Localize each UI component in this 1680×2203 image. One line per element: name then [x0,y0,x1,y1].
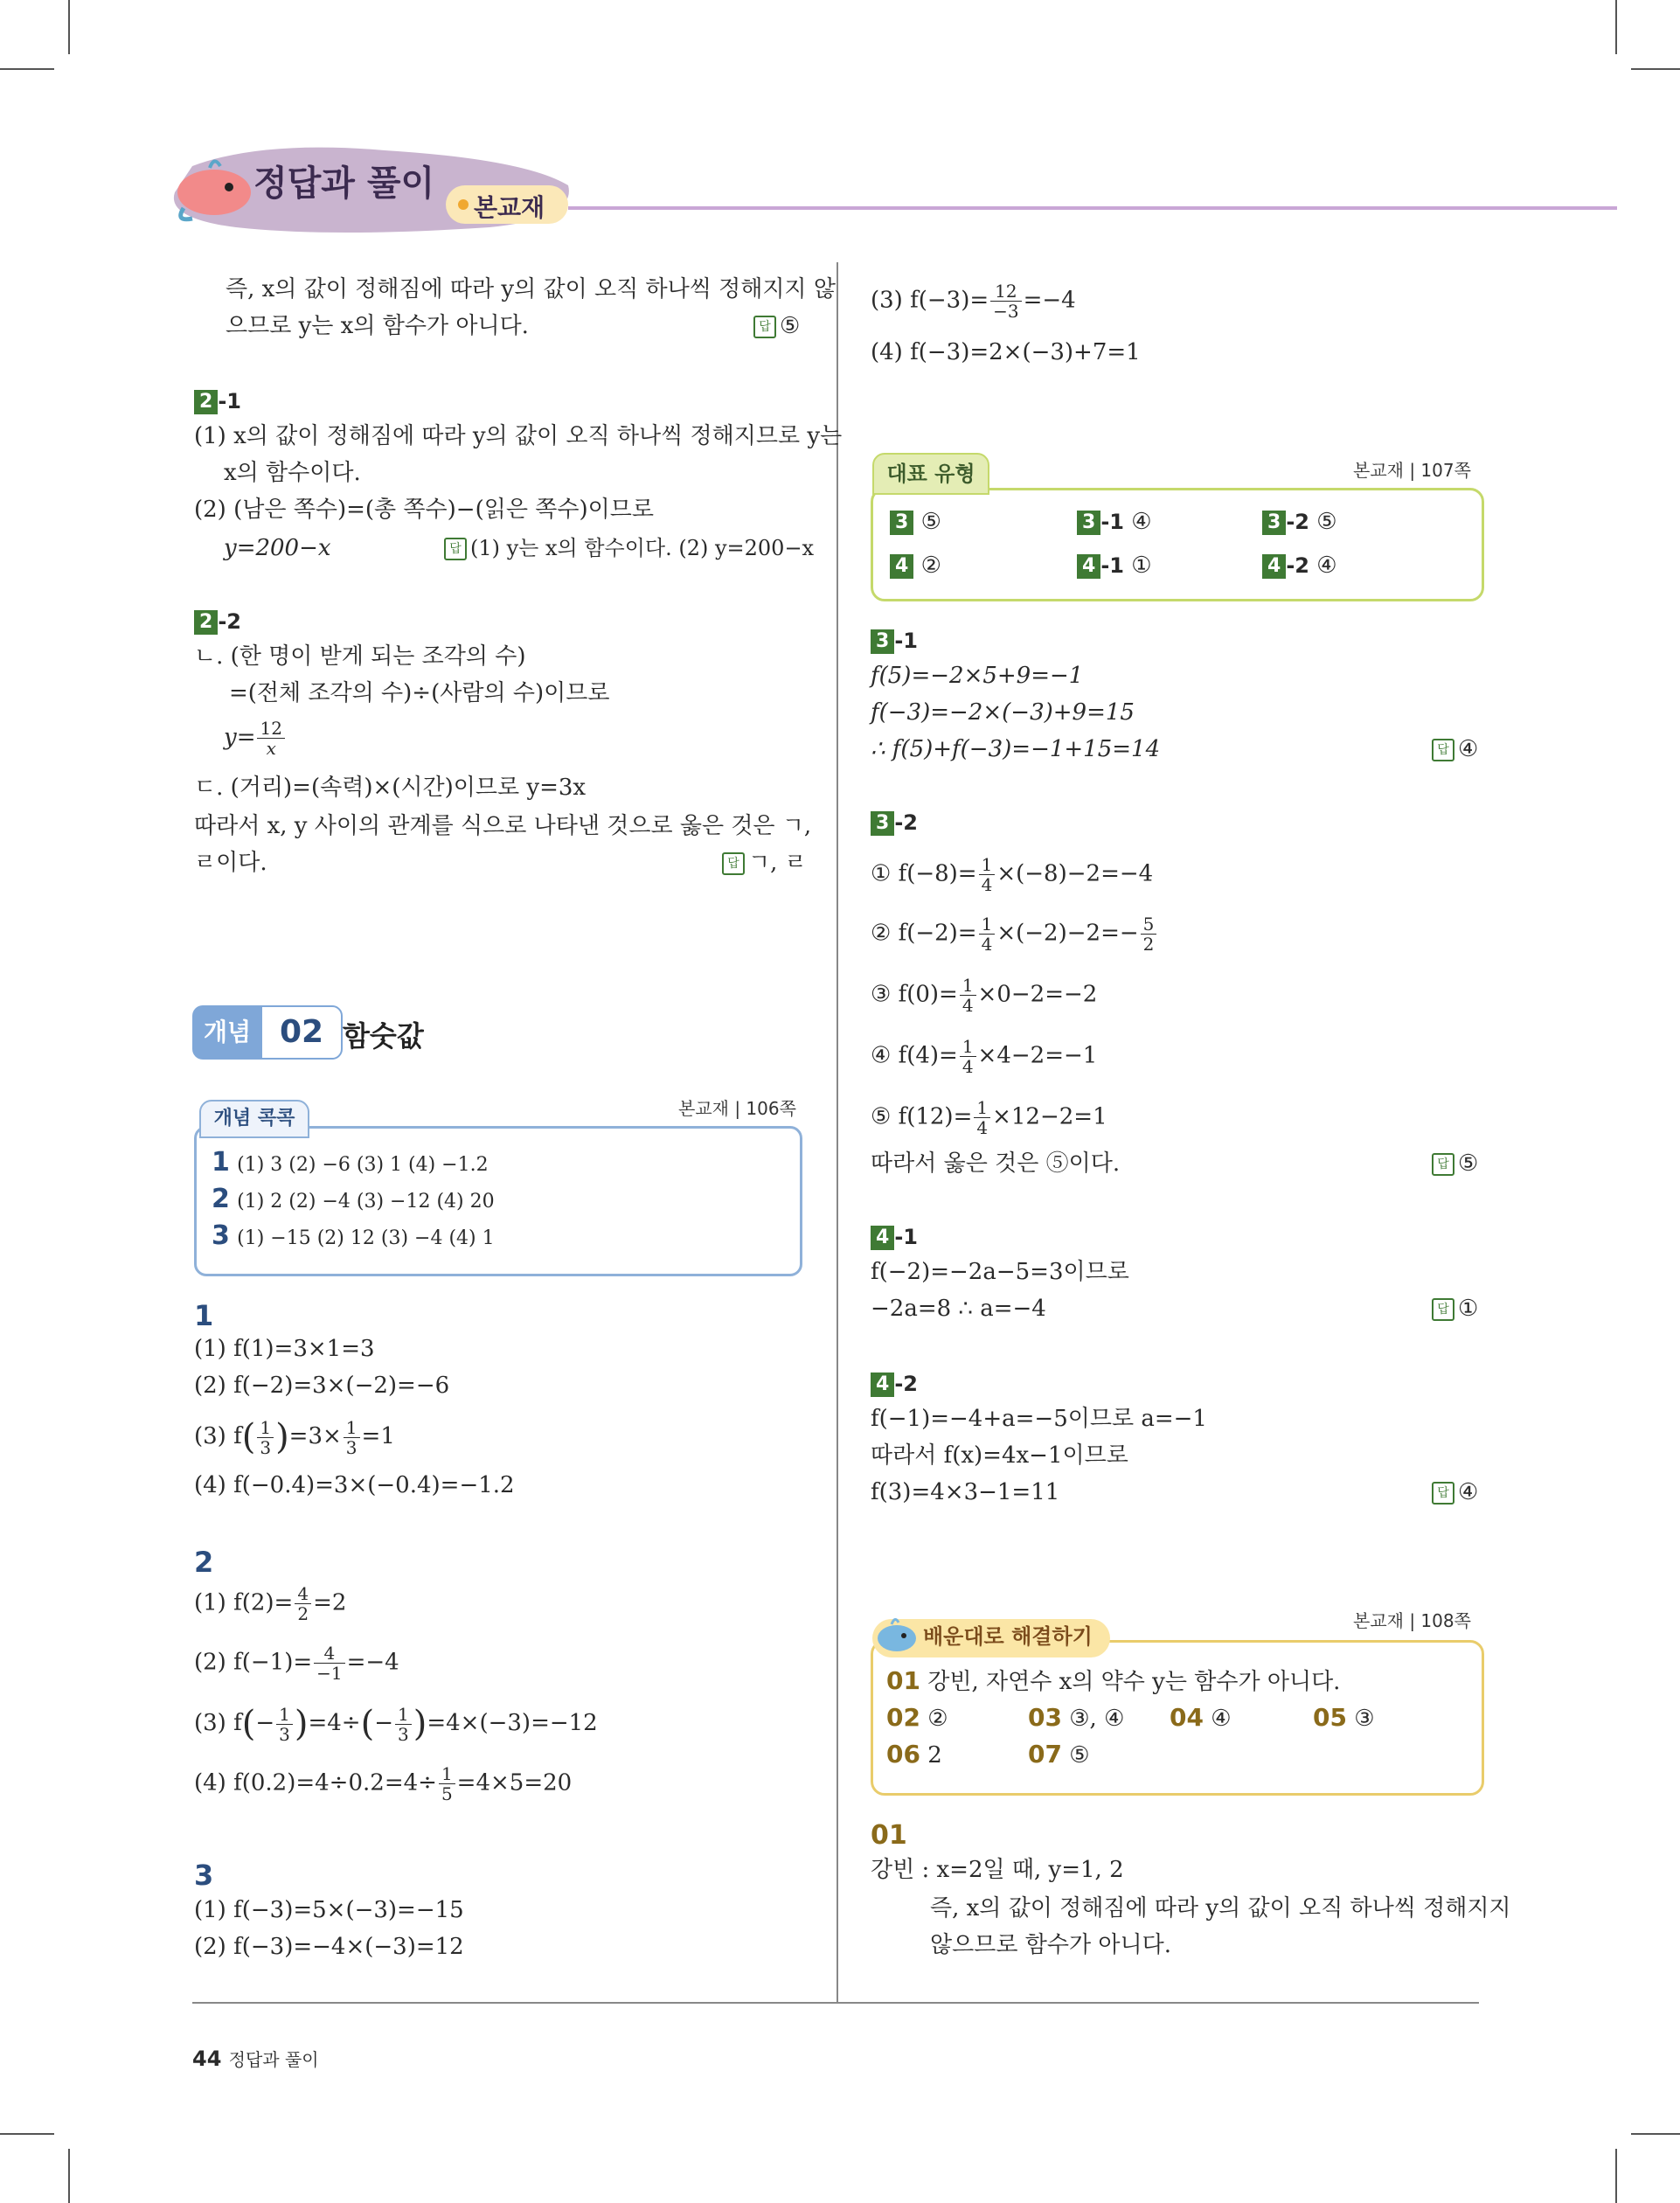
footer-rule [192,2002,1479,2004]
p22-line-6: ㄹ이다. [194,850,267,876]
p22-y-eq: y= [224,724,256,751]
crop-mark [1615,0,1617,54]
solution-2-heading: 2 [194,1546,214,1579]
p22-line-1: ㄴ. (한 명이 받게 되는 조각의 수) [194,643,526,670]
p22-line-3 [224,719,287,758]
kokkok-ans: (1) 2 (2) −4 (3) −12 (4) 20 [237,1191,495,1213]
p21-line-2: x의 함수이다. [224,460,361,486]
haegyeol-item-02: 02 ② [886,1703,948,1732]
daepyo-item-2: 3 -1 ④ [1077,509,1152,536]
s2-line-2: (2) f(−1)= $\frac{4}{-1}$ =−4 [194,1643,399,1684]
haegyeol-label: 배운대로 해결하기 [923,1624,1093,1649]
kokkok-row-2 [212,1184,495,1215]
concept-title: 함숫값 [343,1019,424,1053]
problem-4-2-heading: 4 -2 [871,1371,918,1398]
p42-line-2: 따라서 f(x)=4x−1이므로 [871,1442,1128,1469]
kokkok-ans: (1) 3 (2) −6 (3) 1 (4) −1.2 [237,1154,489,1176]
haegyeol-item-01: 01 강빈, 자연수 x의 약수 y는 함수가 아니다. [886,1666,1341,1695]
p42-line-1: f(−1)=−4+a=−5이므로 a=−1 [871,1406,1207,1432]
p22-line-4: ㄷ. (거리)=(속력)×(시간)이므로 y=3x [194,775,587,801]
kokkok-num: 3 [212,1220,230,1251]
sol01-heading: 01 [871,1820,907,1851]
problem-4-1-heading: 4 -1 [871,1224,918,1251]
p21-answer [444,535,814,562]
crop-mark [1631,2133,1680,2135]
problem-2-2-heading [194,608,241,636]
p41-answer: 답 ① [1432,1296,1478,1323]
p41-line-2: −2a=8 ∴ a=−4 [871,1296,1046,1322]
s1-line-1: (1) f(1)=3×1=3 [194,1336,375,1362]
haegyeol-item-07: 07 ⑤ [1028,1740,1090,1769]
answer-mark-icon: 답 [1432,1482,1454,1505]
p32-conclusion: 따라서 옳은 것은 ⑤이다. [871,1150,1121,1177]
fraction: $\frac{12}{x}$ [257,719,284,758]
p32-choice-2: ② f(−2)= $\frac{1}{4}$ ×(−2)−2=− $\frac{5}{2}$ [871,914,1158,954]
sol01-line-3: 않으므로 함수가 아니다. [930,1932,1171,1958]
header-title: 정답과 풀이 [253,163,435,204]
haegyeol-item-03: 03 ③, ④ [1028,1703,1125,1732]
s1-line-3: (3) f( $\frac{1}{3}$ )=3× $\frac{1}{3}$ =1 [194,1416,395,1458]
answer-mark-icon: 답 [444,538,467,560]
solution-1-heading: 1 [194,1299,214,1332]
column-divider [837,262,838,2002]
crop-mark [68,0,70,54]
haegyeol-item-06: 06 2 [886,1740,942,1769]
sol01-line-1: 강빈 : x=2일 때, y=1, 2 [871,1857,1124,1883]
kokkok-row-3 [212,1220,495,1252]
footer [192,2046,319,2073]
p32-choice-1: ① f(−8)= $\frac{1}{4}$ ×(−8)−2=−4 [871,854,1154,895]
p42-answer: 답 ④ [1432,1479,1478,1506]
crop-mark [0,68,54,70]
haegyeol-item-04: 04 ④ [1170,1703,1232,1732]
answer-value: (1) y는 x의 함수이다. (2) y=200−x [470,536,815,560]
page-number: 44 [192,2047,222,2071]
p21-line-3: (2) (남은 쪽수)=(총 쪽수)−(읽은 쪽수)이므로 [194,497,654,523]
intro-line-1: 즉, x의 값이 정해짐에 따라 y의 값이 오직 하나씩 정해지지 않 [226,276,836,302]
solution-3-heading: 3 [194,1859,214,1892]
answer-mark-icon: 답 [753,316,776,338]
intro-answer [753,313,800,340]
s3-line-1: (1) f(−3)=5×(−3)=−15 [194,1897,464,1923]
fraction: $\frac{12}{-3}$ [990,281,1021,321]
kokkok-row-1 [212,1147,489,1178]
answer-mark-icon: 답 [722,852,745,875]
daepyo-item-3: 3 -2 ⑤ [1262,509,1337,536]
daepyo-item-5: 4 -1 ① [1077,552,1152,580]
p21-line-4: y=200−x [224,535,331,561]
daepyo-item-4: 4 ② [890,552,941,580]
concept-number: 02 [260,1005,343,1060]
daepyo-item-1: 3 ⑤ [890,509,941,536]
haegyeol-ref: 본교재 | 108쪽 [1353,1610,1471,1631]
p32-choice-3: ③ f(0)= $\frac{1}{4}$ ×0−2=−2 [871,975,1098,1016]
problem-3-2-heading: 3 -2 [871,810,918,837]
s3-line-2: (2) f(−3)=−4×(−3)=12 [194,1934,464,1960]
p22-line-5: 따라서 x, y 사이의 관계를 식으로 나타낸 것으로 옳은 것은 ㄱ, [194,813,812,839]
cont-line-3: (3) f(−3)= $\frac{12}{-3}$ =−4 [871,281,1076,322]
p21-line-1: (1) x의 값이 정해짐에 따라 y의 값이 오직 하나씩 정해지므로 y는 [194,423,843,449]
problem-suffix: -1 [218,389,241,413]
intro-line-2: 으므로 y는 x의 함수가 아니다. [226,313,529,339]
problem-tag: 2 [194,390,218,414]
daepyo-label: 대표 유형 [872,453,989,495]
answer-mark-icon: 답 [1432,739,1454,761]
header-tab-label: 본교재 [474,193,545,222]
answer-mark-icon: 답 [1432,1298,1454,1321]
sol01-line-2: 즉, x의 값이 정해짐에 따라 y의 값이 오직 하나씩 정해지지 [930,1895,1511,1922]
p31-line-1: f(5)=−2×5+9=−1 [871,663,1084,689]
footer-label: 정답과 풀이 [228,2049,319,2070]
daepyo-item-6: 4 -2 ④ [1262,552,1337,580]
crop-mark [68,2149,70,2203]
problem-3-1-heading: 3 -1 [871,628,918,655]
s2-line-1: (1) f(2)= $\frac{4}{2}$ =2 [194,1583,347,1624]
p32-answer: 답 ⑤ [1432,1150,1478,1178]
crop-mark [0,2133,54,2135]
p42-line-3: f(3)=4×3−1=11 [871,1479,1060,1505]
answer-value: ⑤ [780,313,801,339]
problem-tag: 2 [194,610,218,635]
tab-dot [458,199,469,210]
kokkok-label: 개념 콕콕 [199,1100,309,1138]
whale-icon [872,1612,921,1657]
kokkok-num: 1 [212,1147,230,1178]
problem-suffix: -2 [218,609,241,634]
p22-line-2: =(전체 조각의 수)÷(사람의 수)이므로 [229,680,610,706]
answer-mark-icon: 답 [1432,1153,1454,1176]
page-header [157,140,1643,236]
s1-line-2: (2) f(−2)=3×(−2)=−6 [194,1373,450,1399]
p32-choice-5: ⑤ f(12)= $\frac{1}{4}$ ×12−2=1 [871,1097,1107,1138]
problem-2-1-heading [194,388,241,415]
crop-mark [1615,2149,1617,2203]
header-rule [568,206,1617,210]
answer-value: ㄱ, ㄹ [748,850,807,876]
haegyeol-item-05: 05 ③ [1313,1703,1375,1732]
crop-mark [1631,68,1680,70]
daepyo-box [871,488,1484,601]
p32-choice-4: ④ f(4)= $\frac{1}{4}$ ×4−2=−1 [871,1036,1098,1077]
whale-icon [166,156,262,226]
p31-line-3: ∴ f(5)+f(−3)=−1+15=14 [871,736,1161,762]
daepyo-ref: 본교재 | 107쪽 [1353,460,1471,481]
p31-line-2: f(−3)=−2×(−3)+9=15 [871,699,1135,726]
concept-badge: 개념 [192,1005,262,1060]
p41-line-1: f(−2)=−2a−5=3이므로 [871,1259,1129,1285]
p31-answer: 답 ④ [1432,736,1478,763]
kokkok-ref: 본교재 | 106쪽 [678,1098,796,1119]
cont-line-4: (4) f(−3)=2×(−3)+7=1 [871,339,1141,365]
p22-answer [722,850,807,877]
s2-line-3: (3) f(− $\frac{1}{3}$ )=4÷(− $\frac{1}{3}$ )=4×(−3)=−12 [194,1703,598,1745]
s2-line-4: (4) f(0.2)=4÷0.2=4÷ $\frac{1}{5}$ =4×5=20 [194,1763,573,1804]
s1-line-4: (4) f(−0.4)=3×(−0.4)=−1.2 [194,1472,515,1498]
kokkok-num: 2 [212,1184,230,1214]
kokkok-ans: (1) −15 (2) 12 (3) −4 (4) 1 [237,1227,495,1249]
